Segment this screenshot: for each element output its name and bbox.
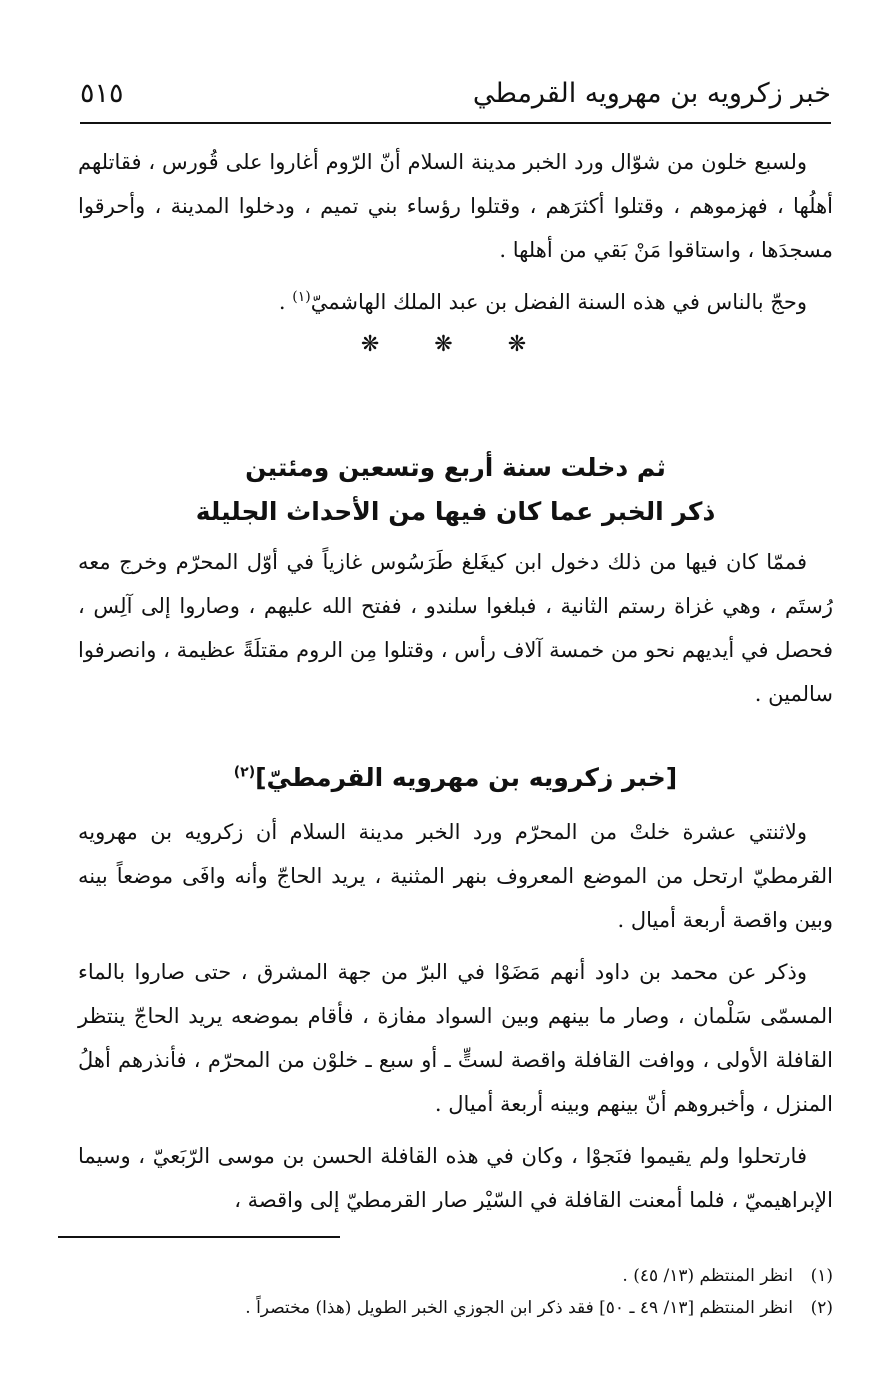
- paragraph-events: فممّا كان فيها من ذلك دخول ابن كيغَلغ طَرَسُوس غازياً في أوّل المحرّم وخرج معه رُستَم ، وهي غزاة رستم الثانية ، فبلغوا سلندو ، ففتح الله عليهم ، وصاروا إلى آلِس ، فحصل في أيديهم نحو من خمسة آلاف رأس ، وقتلوا مِن الروم مقتلَةً عظيمة ، وانصرفوا سالمين .: [78, 550, 833, 706]
- paragraph-caravan: فارتحلوا ولم يقيموا فنَجوْا ، وكان في هذه القافلة الحسن بن موسى الرّبَعيّ ، وسيما الإبراهيميّ ، فلما أمعنت القافلة في السّيْر صار القرمطيّ إلى واقصة ،: [78, 1144, 833, 1212]
- footnote-ref-1[interactable]: (١): [292, 289, 311, 305]
- main-text: [78, 140, 833, 1230]
- running-title: خبر زكرويه بن مهرويه القرمطي: [472, 78, 831, 109]
- footnote-number: (٢): [810, 1298, 833, 1318]
- page-number: ٥١٥: [80, 78, 124, 109]
- year-heading: ثم دخلت سنة أربع وتسعين ومئتين: [245, 453, 666, 482]
- footnote-text: انظر المنتظم (١٣/ ٤٥) .: [622, 1266, 793, 1286]
- paragraph-qurus: ولسبع خلون من شوّال ورد الخبر مدينة السلام أنّ الرّوم أغاروا على قُورس ، فقاتلهم أهلُها ، فهزموهم ، وقتلوا أكثرَهم ، وقتلوا رؤساء بني تميم ، ودخلوا المدينة ، وأحرقوا مسجدَها ، واستاقوا مَنْ بَقي من أهلها .: [78, 150, 833, 262]
- footnote-1: [58, 1260, 833, 1292]
- section-heading: [78, 756, 833, 800]
- running-header: [80, 72, 831, 124]
- hajj-end: .: [278, 290, 293, 314]
- paragraph-hajj: [78, 280, 833, 324]
- footnote-ref-2[interactable]: (٢): [233, 764, 256, 781]
- footnote-text: انظر المنتظم [١٣/ ٤٩ ـ ٥٠] فقد ذكر ابن الجوزي الخبر الطويل (هذا) مختصراً .: [245, 1298, 793, 1318]
- footnotes: [58, 1260, 833, 1324]
- footnote-divider: [58, 1236, 340, 1238]
- paragraph-zikrawayh: ولاثنتي عشرة خلتْ من المحرّم ورد الخبر مدينة السلام أن زكرويه بن مهرويه القرمطيّ ارتحل من الموضع المعروف بنهر المثنية ، يريد الحاجّ وأنه وافَى موضعاً بينه وبين واقصة أربعة أميال .: [78, 820, 833, 932]
- footnote-number: (١): [810, 1266, 833, 1286]
- paragraph-muhammad-ibn-dawud: وذكر عن محمد بن داود أنهم مَضَوْا في البرّ من جهة المشرق ، حتى صاروا بالماء المسمّى سَلْمان ، وصار ما بينهم وبين السواد مفازة ، فأقام بموضعه يريد الحاجّ ينتظر القافلة الأولى ، ووافت القافلة واقصة لستٍّ ـ أو سبع ـ خلوْن من المحرّم ، فأنذرهم أهلُ المنزل ، وأخبروهم أنّ بينهم وبينه أربعة أميال .: [78, 960, 833, 1116]
- section-heading-text: [خبر زكرويه بن مهرويه القرمطيّ]: [255, 763, 678, 792]
- footnote-2: [58, 1292, 833, 1324]
- hajj-text: وحجّ بالناس في هذه السنة الفضل بن عبد الملك الهاشميّ: [310, 290, 807, 314]
- events-heading: ذكر الخبر عما كان فيها من الأحداث الجليلة: [195, 497, 716, 526]
- separator-asterisks: ❋ ❋ ❋: [360, 332, 551, 357]
